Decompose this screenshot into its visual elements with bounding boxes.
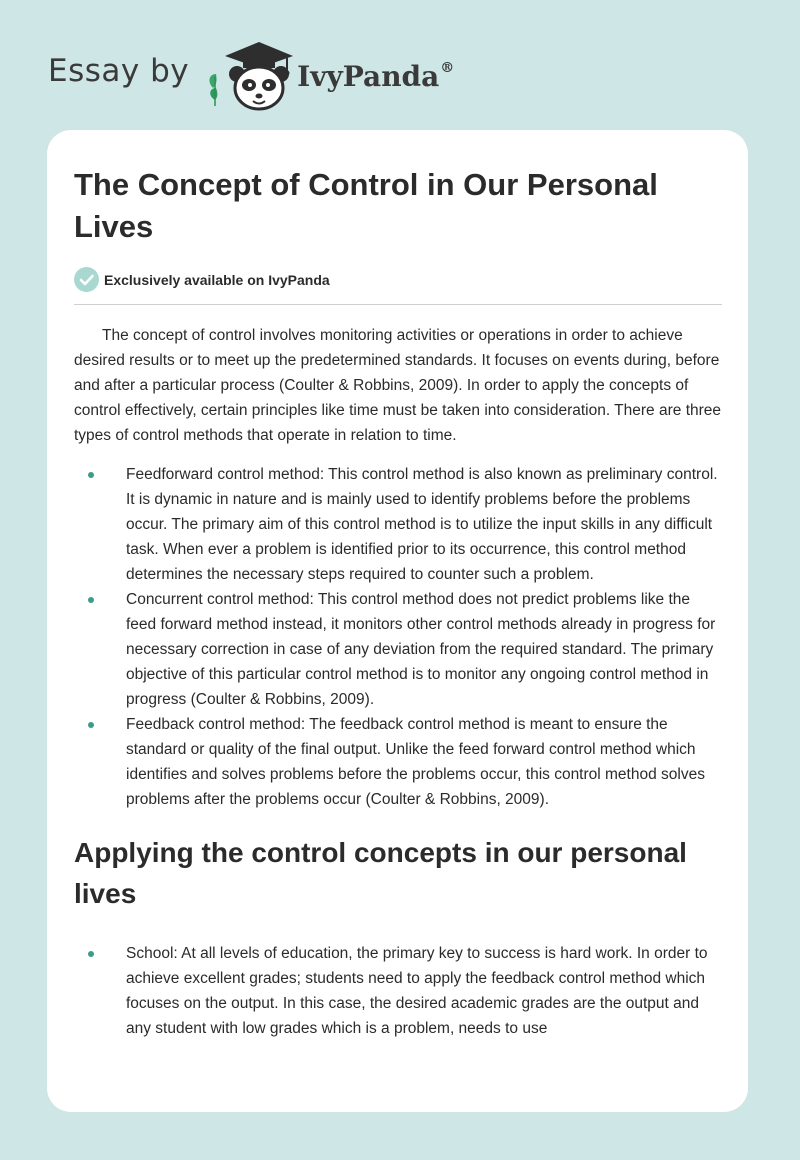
- registered-mark: ®: [440, 59, 455, 76]
- list-item-text: School: At all levels of education, the primary key to success is hard work. In order to achieve excellent grades; students need to apply the feedback control method which focuses on the output. In this case, the desired academic grades are the output and any student with low grades which is a problem, needs to use: [126, 945, 708, 1037]
- site-header: [48, 34, 454, 114]
- page-title: The Concept of Control in Our Personal Lives: [74, 167, 658, 244]
- list-item-text: Concurrent control method: This control method does not predict problems like the feed forward method instead, it monitors other control methods already in progress for necessary correction in case of any deviation from the required standard. The primary objective of this particular control method is to monitor any ongoing control method in progress (Coulter & Robbins, 2009).: [126, 591, 716, 708]
- list-item: [74, 941, 724, 1041]
- exclusive-label: Exclusively available on IvyPanda: [104, 271, 330, 288]
- essay-content: [74, 164, 724, 1041]
- list-item-text: Feedback control method: The feedback control method is meant to ensure the standard or quality of the final output. Unlike the feed forward control method which identifies and solves problems before the problems occur, this control method solves problems after the problems occur (Coulter & Robbins, 2009).: [126, 716, 705, 808]
- divider: [74, 304, 722, 305]
- essay-card: [47, 130, 748, 1112]
- bullet-icon: [88, 472, 94, 478]
- check-circle-icon: [74, 267, 99, 292]
- brand-name[interactable]: IvyPanda®: [297, 59, 455, 93]
- list-item-text: Feedforward control method: This control method is also known as preliminary control. It is dynamic in nature and is mainly used to identify problems before the problems occur. The primary aim of this control method is to utilize the input skills in any difficult task. When ever a problem is identified prior to its occurrence, this control method determines the necessary steps required to counter such a problem.: [126, 466, 718, 583]
- exclusive-badge: [74, 267, 724, 292]
- control-methods-list: [74, 462, 724, 812]
- bullet-icon: [88, 722, 94, 728]
- intro-paragraph: The concept of control involves monitoring activities or operations in order to achieve desired results or to meet up the predetermined standards. It focuses on events during, before and after a particular process (Coulter & Robbins, 2009). In order to apply the concepts of control effectively, certain principles like time must be taken into consideration. There are three types of control methods that operate in relation to time.: [74, 327, 722, 444]
- list-item: [74, 587, 724, 712]
- essay-by-label: Essay by: [48, 53, 190, 89]
- section-heading: Applying the control concepts in our personal lives: [74, 837, 687, 909]
- list-item: [74, 712, 724, 812]
- bullet-icon: [88, 951, 94, 957]
- panda-logo-icon[interactable]: [203, 36, 295, 112]
- applications-list: [74, 941, 724, 1041]
- list-item: [74, 462, 724, 587]
- bullet-icon: [88, 597, 94, 603]
